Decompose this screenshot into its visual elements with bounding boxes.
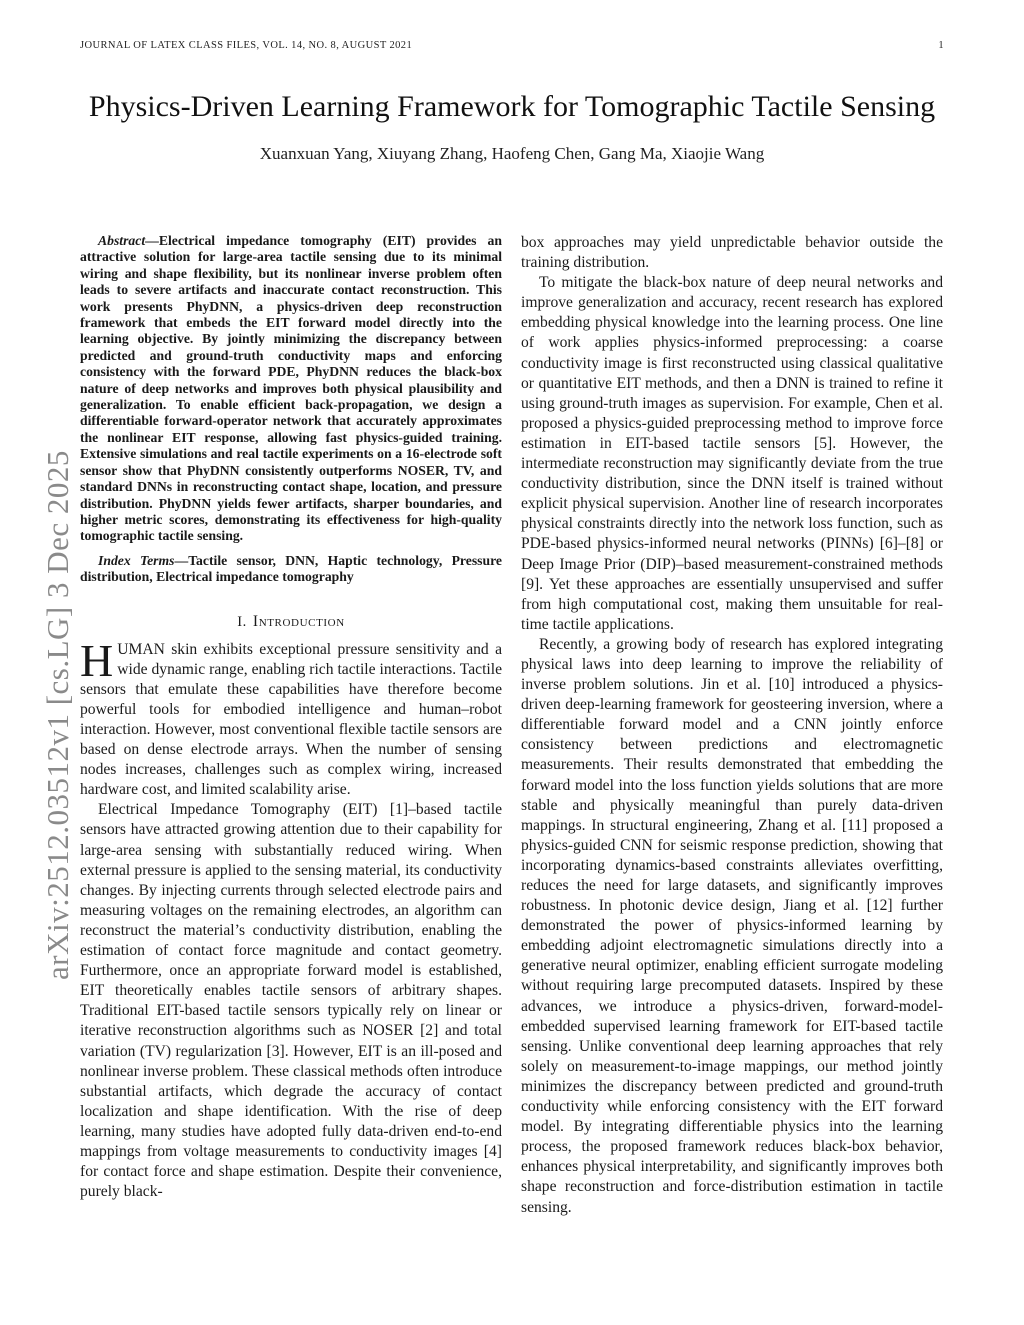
index-terms: Index Terms—Tactile sensor, DNN, Haptic technology, Pressure distribution, Electrical impedance tomography bbox=[80, 552, 503, 585]
left-column bbox=[80, 233, 502, 1202]
intro-paragraph-1 bbox=[80, 634, 502, 801]
intro-paragraph-1-text: skin exhibits exceptional pressure sensitivity and a wide dynamic range, enabling rich tactile interactions. Tactile sensors that emulate these capabilities have therefore become powerful tools for embodied intelligence and human–robot interaction. However, most conventional flexible tactile sensors are based on dense electrode arrays. When the number of sensing nodes increases, challenges such as complex wiring, increased hardware cost, and limited scalability arise. bbox=[80, 640, 502, 799]
section-title: Introduction bbox=[252, 612, 345, 630]
page-number: 1 bbox=[938, 40, 944, 51]
intro-paragraph-4: Recently, a growing body of research has explored integrating physical laws into deep learning to improve the reliability of inverse problem solutions. Jin et al. [10] introduced a physics-driven deep-learning framework for geosteering inversion, where a differentiable forward model and a CNN jointly enforce consistency between predictions and electromagnetic measurements. Their results demonstrated that embedding the forward model into the loss function yields solutions that are more stable and physically meaningful than purely data-driven mappings. In structural engineering, Zhang et al. [11] proposed a physics-guided CNN for seismic response prediction, showing that incorporating dynamics-based constraints alleviates overfitting, reduces the need for large datasets, and significantly improves robustness. In photonic device design, Jiang et al. [12] further demonstrated the power of physics-informed learning by embedding adjoint electromagnetic simulations directly into a generative neural optimizer, enabling efficient surrogate modeling without requiring large precomputed datasets. Inspired by these advances, we introduce a physics-driven, forward-model-embedded supervised learning framework for EIT-based tactile sensing. Unlike conventional deep learning approaches that rely solely on measurement-to-image mappings, our method jointly minimizes the discrepancy between predicted and ground-truth conductivity while enforcing consistency with the EIT forward model. By integrating differentiable physics into the learning process, the proposed framework reduces black-box behavior, enhances physical interpretability, and significantly improves both shape reconstruction and force-distribution estimation in tactile sensing. bbox=[521, 635, 943, 1216]
running-header bbox=[80, 40, 944, 51]
right-column bbox=[521, 233, 943, 1218]
abstract: Abstract—Electrical impedance tomography (EIT) provides an attractive solution for large-area tactile sensing due to its minimal wiring and shape flexibility, but its nonlinear inverse problem often leads to severe artifacts and inaccurate contact reconstruction. This work presents PhyDNN, a physics-driven deep reconstruction framework that embeds the EIT forward model directly into the learning objective. By jointly minimizing the discrepancy between predicted and ground-truth conductivity maps and enforcing consistency with the forward PDE, PhyDNN reduces the black-box nature of deep networks and improves both physical plausibility and generalization. To enable efficient back-propagation, we design a differentiable forward-operator network that accurately approximates the nonlinear EIT response, allowing fast physics-guided training. Extensive simulations and real tactile experiments on a 16-electrode soft sensor show that PhyDNN consistently outperforms NOSER, TV, and standard DNNs in reconstructing contact shape, location, and pressure distribution. PhyDNN yields fewer artifacts, sharper boundaries, and higher metric scores, demonstrating its effectiveness for high-quality tomographic tactile sensing. bbox=[80, 233, 502, 544]
index-terms-label: Index Terms bbox=[98, 552, 175, 568]
paper-title: Physics-Driven Learning Framework for Tomographic Tactile Sensing bbox=[88, 90, 936, 123]
drop-cap: H bbox=[80, 634, 114, 686]
section-number: I. bbox=[237, 613, 247, 630]
intro-paragraph-3: To mitigate the black-box nature of deep neural networks and improve generalization and accuracy, recent research has explored embedding physical knowledge into the learning process. One line of work applies physics-informed preprocessing: a coarse conductivity image is first reconstructed using classical qualitative or quantitative EIT methods, and then a DNN is trained to refine it using ground-truth images as supervision. For example, Chen et al. proposed a physics-guided preprocessing method to improve force estimation in EIT-based tactile sensors [5]. However, the intermediate reconstruction may significantly deviate from the true conductivity distribution, since the DNN itself is trained without explicit physical supervision. Another line of research incorporates physical constraints directly into the network loss function, such as PDE-based physics-informed neural networks (PINNs) [6]–[8] or Deep Image Prior (DIP)–based measurement-constrained methods [9]. Yet these approaches are essentially unsupervised and suffer from high computational cost, making them unsuitable for real-time tactile applications. bbox=[521, 274, 943, 633]
intro-paragraph-2-continued: box approaches may yield unpredictable behavior outside the training distribution. bbox=[521, 234, 943, 272]
paper-authors: Xuanxuan Yang, Xiuyang Zhang, Haofeng Chen, Gang Ma, Xiaojie Wang bbox=[259, 144, 765, 163]
abstract-label: Abstract bbox=[98, 233, 146, 248]
abstract-text: Electrical impedance tomography (EIT) provides an attractive solution for large-area tactile sensing due to its minimal wiring and shape flexibility, but its nonlinear inverse problem often leads to severe artifacts and inaccurate contact reconstruction. This work presents PhyDNN, a physics-driven deep reconstruction framework that embeds the EIT forward model directly into the learning objective. By jointly minimizing the discrepancy between predicted and ground-truth conductivity maps and enforcing consistency with the forward PDE, PhyDNN reduces the black-box nature of deep networks and improves both physical plausibility and generalization. To enable efficient back-propagation, we design a differentiable forward-operator network that accurately approximates the nonlinear EIT response, allowing fast physics-guided training. Extensive simulations and real tactile experiments on a 16-electrode soft sensor show that PhyDNN consistently outperforms NOSER, TV, and standard DNNs in reconstructing contact shape, location, and pressure distribution. PhyDNN yields fewer artifacts, sharper boundaries, and higher metric scores, demonstrating its effectiveness for high-quality tomographic tactile sensing. bbox=[80, 233, 502, 544]
intro-paragraph-2: Electrical Impedance Tomography (EIT) [1]–based tactile sensors have attracted growing attention due to their capability for large-area sensing with substantially reduced wiring. When external pressure is applied to the sensing material, its conductivity changes. By injecting currents through selected electrode pairs and measuring voltages on the remaining electrodes, an algorithm can reconstruct the material’s conductivity distribution, enabling the estimation of contact force magnitude and contact geometry. Furthermore, once an appropriate forward model is established, EIT theoretically enables tactile sensors of arbitrary shapes. Traditional EIT-based tactile sensors typically rely on linear or iterative reconstruction algorithms such as NOSER [2] and total variation (TV) regularization [3]. However, EIT is an ill-posed and nonlinear inverse problem. These classical methods often introduce substantial artifacts, which degrade the accuracy of contact localization and shape identification. With the rise of deep learning, many studies have adopted fully data-driven end-to-end mappings from voltage measurements to conductivity images [4] for contact force and shape estimation. Despite their convenience, purely black- bbox=[80, 801, 502, 1201]
section-heading-introduction bbox=[80, 612, 502, 632]
arxiv-side-stamp: arXiv:2512.03512v1 [cs.LG] 3 Dec 2025 bbox=[40, 450, 75, 980]
running-title: JOURNAL OF LATEX CLASS FILES, VOL. 14, NO. 8, AUGUST 2021 bbox=[80, 40, 413, 51]
index-terms-text: Tactile sensor, DNN, Haptic technology, Pressure distribution, Electrical impedance tomography bbox=[80, 552, 503, 585]
intro-lead-word: UMAN bbox=[117, 640, 165, 658]
